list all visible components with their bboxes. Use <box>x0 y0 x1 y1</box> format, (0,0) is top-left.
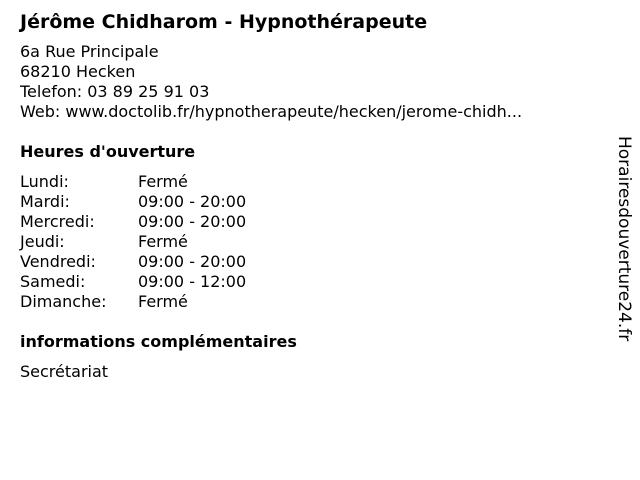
hours-row-friday <box>20 252 590 272</box>
hours-row-monday <box>20 172 590 192</box>
opening-hours-heading: Heures d'ouverture <box>20 142 196 161</box>
address-city: 68210 Hecken <box>20 62 136 81</box>
day-label: Jeudi: <box>20 232 65 251</box>
additional-info-text: Secrétariat <box>20 362 109 381</box>
brand-text: Horairesdouverture24.fr <box>614 136 634 342</box>
day-label: Samedi: <box>20 272 86 291</box>
hours-value: 09:00 - 20:00 <box>138 252 247 271</box>
business-card <box>20 10 590 382</box>
day-label: Mercredi: <box>20 212 95 231</box>
vertical-brand-watermark <box>612 136 636 346</box>
website-link[interactable]: Web: www.doctolib.fr/hypnotherapeute/hecken/jerome-chidh... <box>20 102 523 121</box>
business-title: Jérôme Chidharom - Hypnothérapeute <box>20 11 428 33</box>
phone-number[interactable]: Telefon: 03 89 25 91 03 <box>20 82 210 101</box>
day-label: Dimanche: <box>20 292 107 311</box>
hours-value: 09:00 - 20:00 <box>138 212 247 231</box>
hours-value: 09:00 - 20:00 <box>138 192 247 211</box>
hours-row-wednesday <box>20 212 590 232</box>
hours-row-sunday <box>20 292 590 312</box>
hours-value: Fermé <box>138 292 188 311</box>
opening-hours-table <box>20 172 590 312</box>
day-label: Vendredi: <box>20 252 96 271</box>
hours-row-saturday <box>20 272 590 292</box>
day-label: Mardi: <box>20 192 70 211</box>
address-street: 6a Rue Principale <box>20 42 159 61</box>
hours-value: Fermé <box>138 232 188 251</box>
hours-value: 09:00 - 12:00 <box>138 272 247 291</box>
hours-value: Fermé <box>138 172 188 191</box>
contact-block <box>20 42 590 122</box>
additional-info-heading: informations complémentaires <box>20 332 297 351</box>
hours-row-tuesday <box>20 192 590 212</box>
day-label: Lundi: <box>20 172 69 191</box>
hours-row-thursday <box>20 232 590 252</box>
